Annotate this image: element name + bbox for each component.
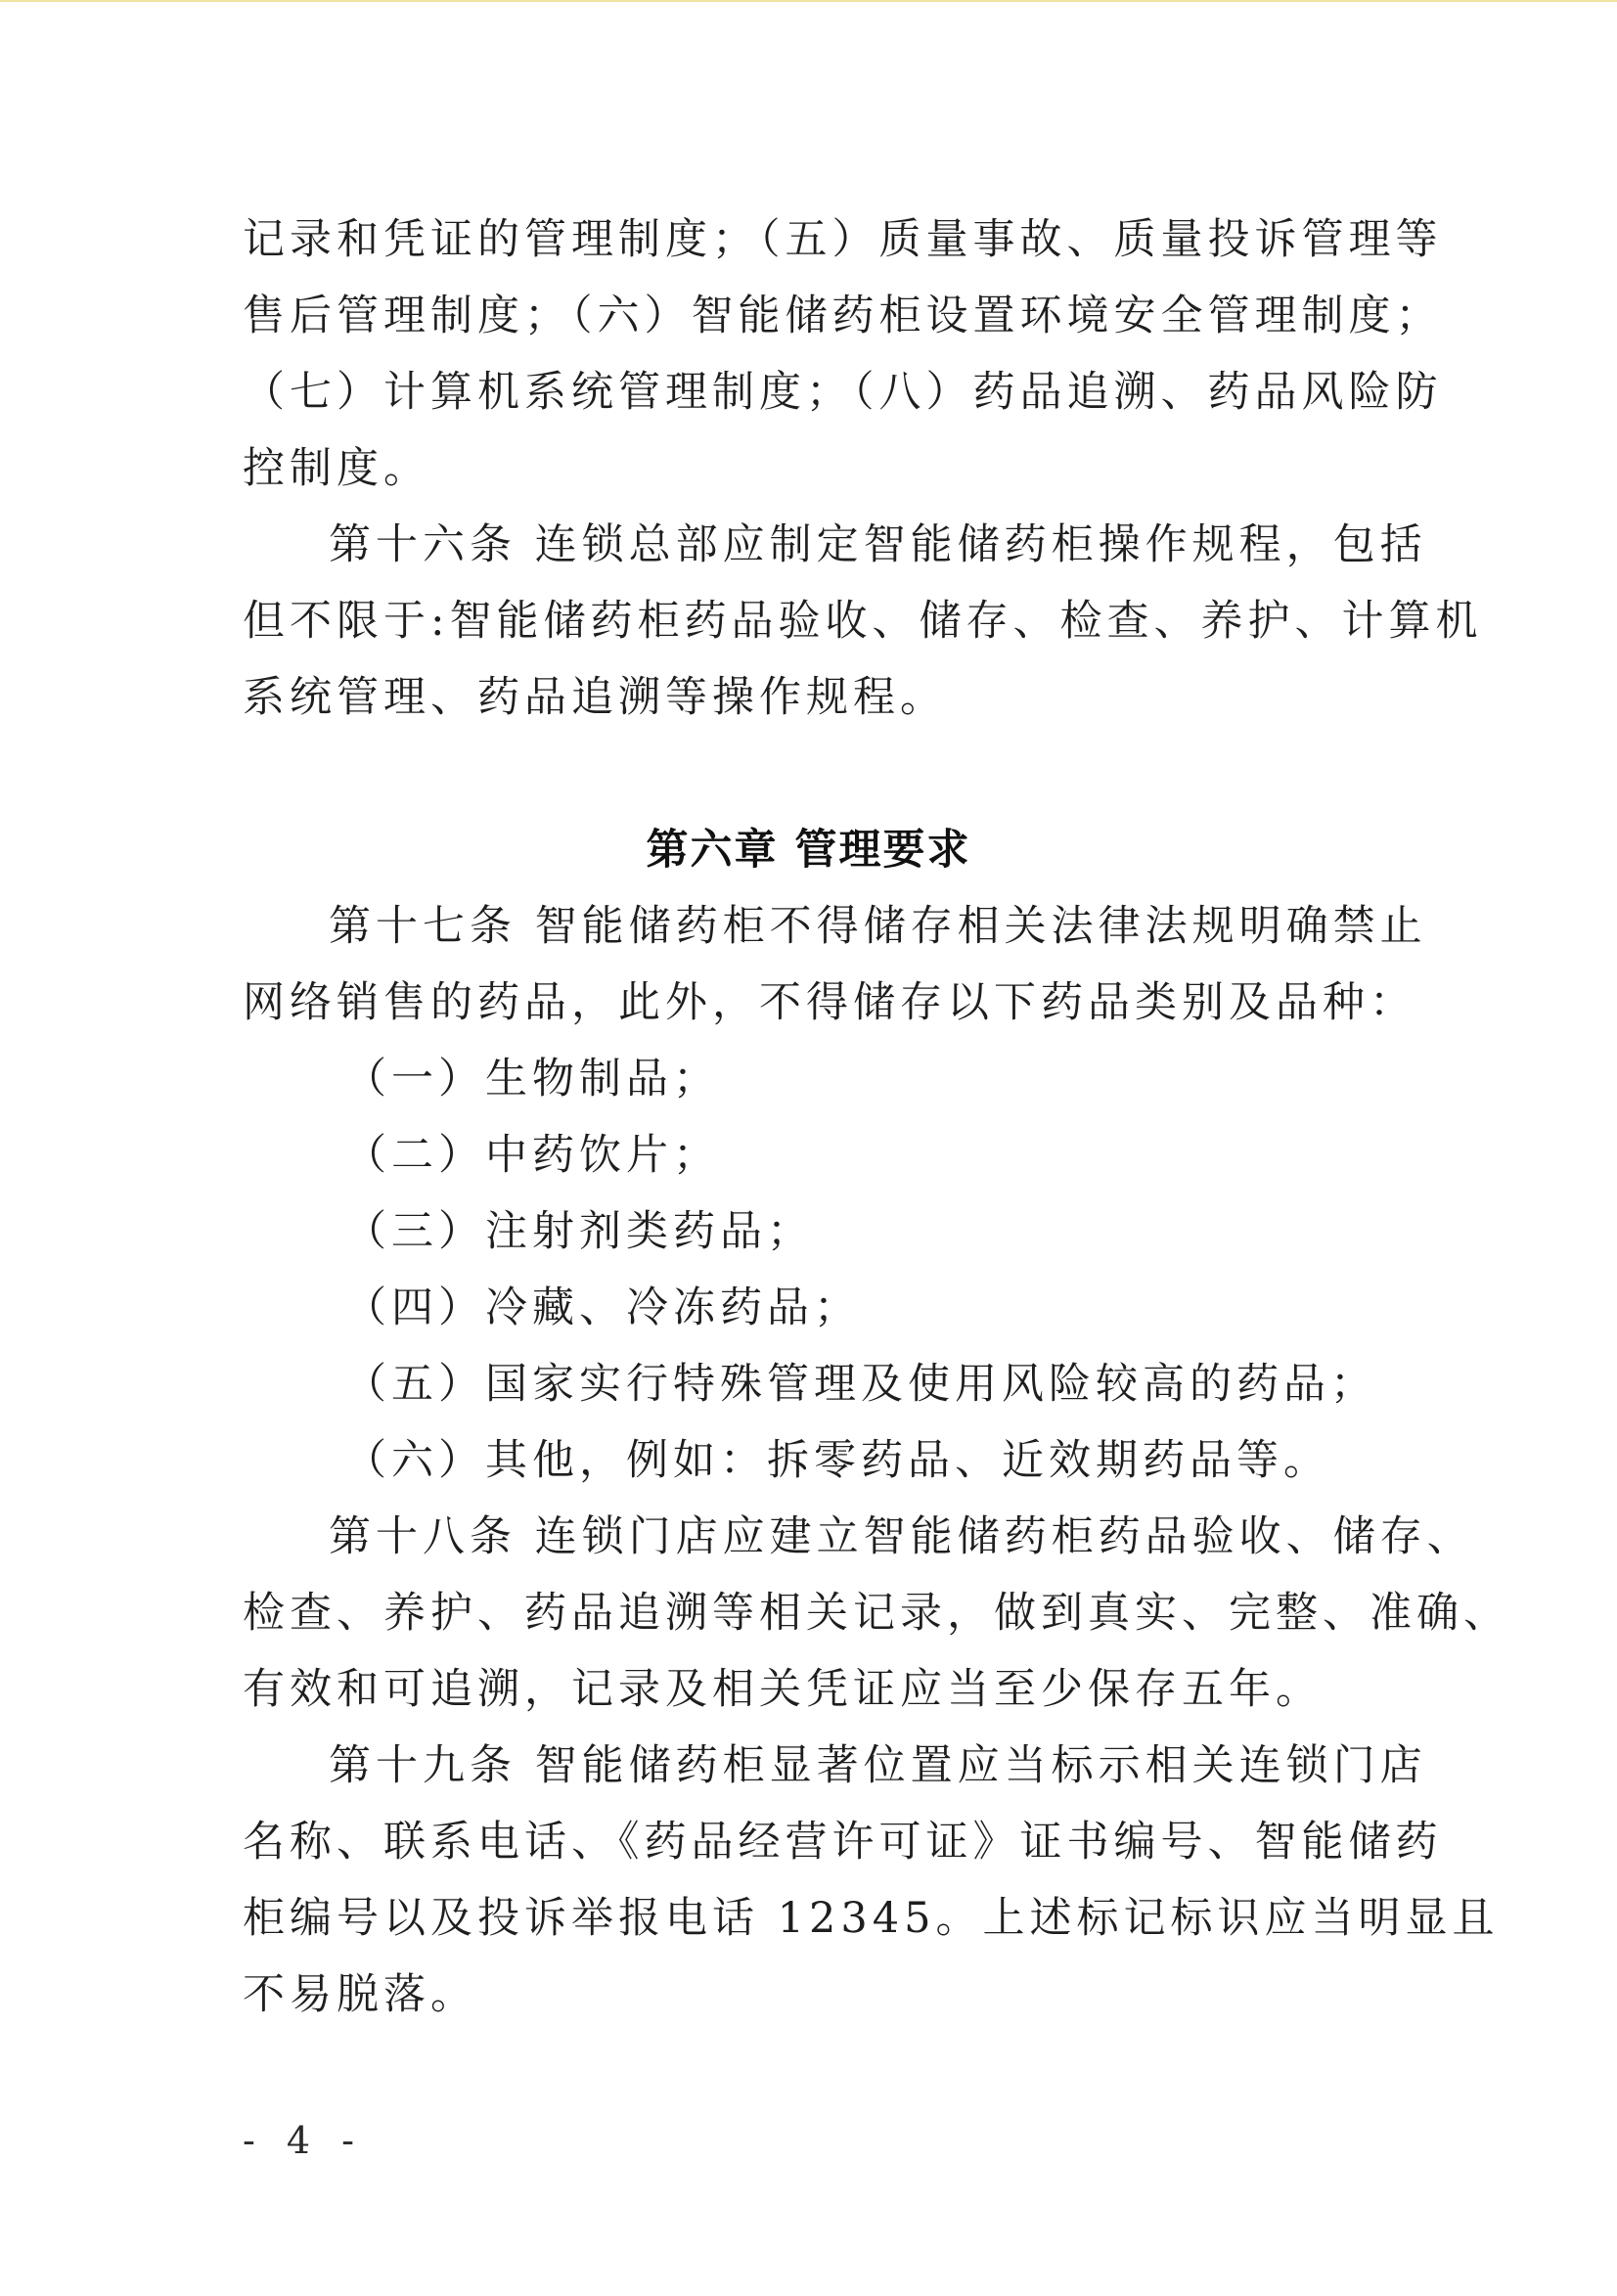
text-line: 检查、养护、药品追溯等相关记录，做到真实、完整、准确、 (243, 1589, 1510, 1638)
list-item: （六）其他，例如：拆零药品、近效期药品等。 (344, 1436, 1330, 1485)
chapter-heading: 第六章 管理要求 (646, 826, 971, 875)
text-line: 名称、联系电话、《药品经营许可证》证书编号、智能储药 (243, 1818, 1443, 1867)
article-16-start: 第十六条 连锁总部应制定智能储药柜操作规程，包括 (329, 520, 1427, 569)
text-line: 网络销售的药品，此外，不得储存以下药品类别及品种： (243, 978, 1416, 1027)
text-line: 系统管理、药品追溯等操作规程。 (243, 673, 947, 722)
text-line: （七）计算机系统管理制度；（八）药品追溯、药品风险防 (243, 368, 1443, 417)
text-line: 但不限于:智能储药柜药品验收、储存、检查、养护、计算机 (243, 597, 1483, 646)
article-18-start: 第十八条 连锁门店应建立智能储药柜药品验收、储存、 (329, 1512, 1474, 1561)
list-item: （三）注射剂类药品； (344, 1207, 814, 1256)
text-line: 有效和可追溯，记录及相关凭证应当至少保存五年。 (243, 1665, 1323, 1714)
list-item: （四）冷藏、冷冻药品； (344, 1283, 861, 1332)
text-line: 不易脱落。 (243, 1970, 477, 2019)
list-item: （二）中药饮片； (344, 1131, 720, 1180)
article-19-start: 第十九条 智能储药柜显著位置应当标示相关连锁门店 (329, 1741, 1427, 1790)
text-line: 售后管理制度；（六）智能储药柜设置环境安全管理制度； (243, 292, 1443, 340)
text-line: 记录和凭证的管理制度；（五）质量事故、质量投诉管理等 (243, 215, 1443, 264)
text-line: 控制度。 (243, 444, 430, 493)
article-17-start: 第十七条 智能储药柜不得储存相关法律法规明确禁止 (329, 902, 1427, 951)
list-item: （五）国家实行特殊管理及使用风险较高的药品； (344, 1360, 1377, 1409)
text-line: 柜编号以及投诉举报电话 12345。上述标记标识应当明显且 (243, 1894, 1500, 1943)
list-item: （一）生物制品； (344, 1055, 720, 1103)
page-number: - 4 - (243, 2119, 365, 2162)
